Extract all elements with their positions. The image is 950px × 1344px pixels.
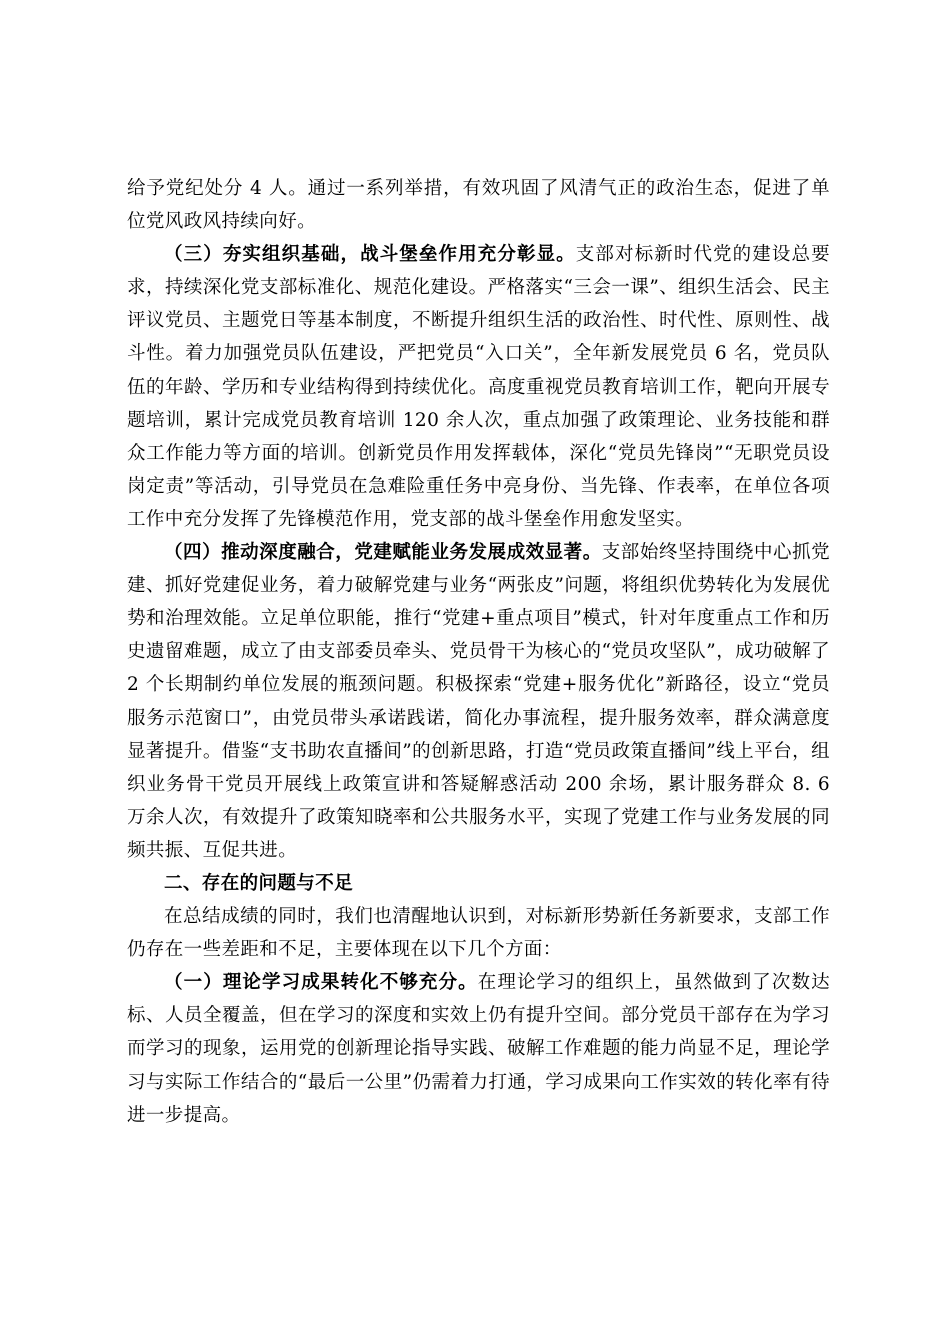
document-body	[127, 172, 830, 1132]
paragraph-organization-foundation	[127, 238, 830, 536]
paragraph-deep-integration	[127, 536, 830, 867]
subheading-deep-integration: （四）推动深度融合，党建赋能业务发展成效显著。	[164, 542, 602, 564]
section-heading-problems: 二、存在的问题与不足	[164, 872, 354, 894]
paragraph-theory-study-body: 在理论学习的组织上，虽然做到了次数达标、人员全覆盖，但在学习的深度和实效上仍有提升空间。部分党员干部存在为学习而学习的现象，运用党的创新理论指导实践、破解工作难题的能力尚显不足，理论学习与实际工作结合的“最后一公里”仍需着力打通，学习成果向工作实效的转化率有待进一步提高。	[127, 972, 831, 1126]
paragraph-organization-foundation-body: 支部对标新时代党的建设总要求，持续深化党支部标准化、规范化建设。严格落实“三会一课”、组织生活会、民主评议党员、主题党日等基本制度，不断提升组织生活的政治性、时代性、原则性、战斗性。着力加强党员队伍建设，严把党员“入口关”，全年新发展党员 6 名，党员队伍的年龄、学历和专业结构得到持续优化。高度重视党员教育培训工作，靶向开展专题培训，累计完成党员教育培训 120 余人次，重点加强了政策理论、业务技能和群众工作能力等方面的培训。创新党员作用发挥载体，深化“党员先锋岗”“无职党员设岗定责”等活动，引导党员在急难险重任务中亮身份、当先锋、作表率，在单位各项工作中充分发挥了先锋模范作用，党支部的战斗堡垒作用愈发坚实。	[127, 244, 831, 530]
paragraph-deep-integration-body: 支部始终坚持围绕中心抓党建、抓好党建促业务，着力破解党建与业务“两张皮”问题，将组织优势转化为发展优势和治理效能。立足单位职能，推行“党建+重点项目”模式，针对年度重点工作和历史遗留难题，成立了由支部委员牵头、党员骨干为核心的“党员攻坚队”，成功破解了 2 个长期制约单位发展的瓶颈问题。积极探索“党建+服务优化”新路径，设立“党员服务示范窗口”，由党员带头承诺践诺，简化办事流程，提升服务效率，群众满意度显著提升。借鉴“支书助农直播间”的创新思路，打造“党员政策直播间”线上平台，组织业务骨干党员开展线上政策宣讲和答疑解惑活动 200 余场，累计服务群众 8. 6 万余人次，有效提升了政策知晓率和公共服务水平，实现了党建工作与业务发展的同频共振、互促共进。	[127, 542, 831, 861]
subheading-theory-study: （一）理论学习成果转化不够充分。	[164, 972, 478, 994]
paragraph-theory-study	[127, 966, 830, 1131]
subheading-organization-foundation: （三）夯实组织基础，战斗堡垒作用充分彰显。	[164, 244, 576, 266]
paragraph-problems-intro: 在总结成绩的同时，我们也清醒地认识到，对标新形势新任务新要求，支部工作仍存在一些差距和不足，主要体现在以下几个方面：	[127, 906, 830, 961]
paragraph-continuation: 给予党纪处分 4 人。通过一系列举措，有效巩固了风清气正的政治生态，促进了单位党风政风持续向好。	[127, 178, 830, 233]
